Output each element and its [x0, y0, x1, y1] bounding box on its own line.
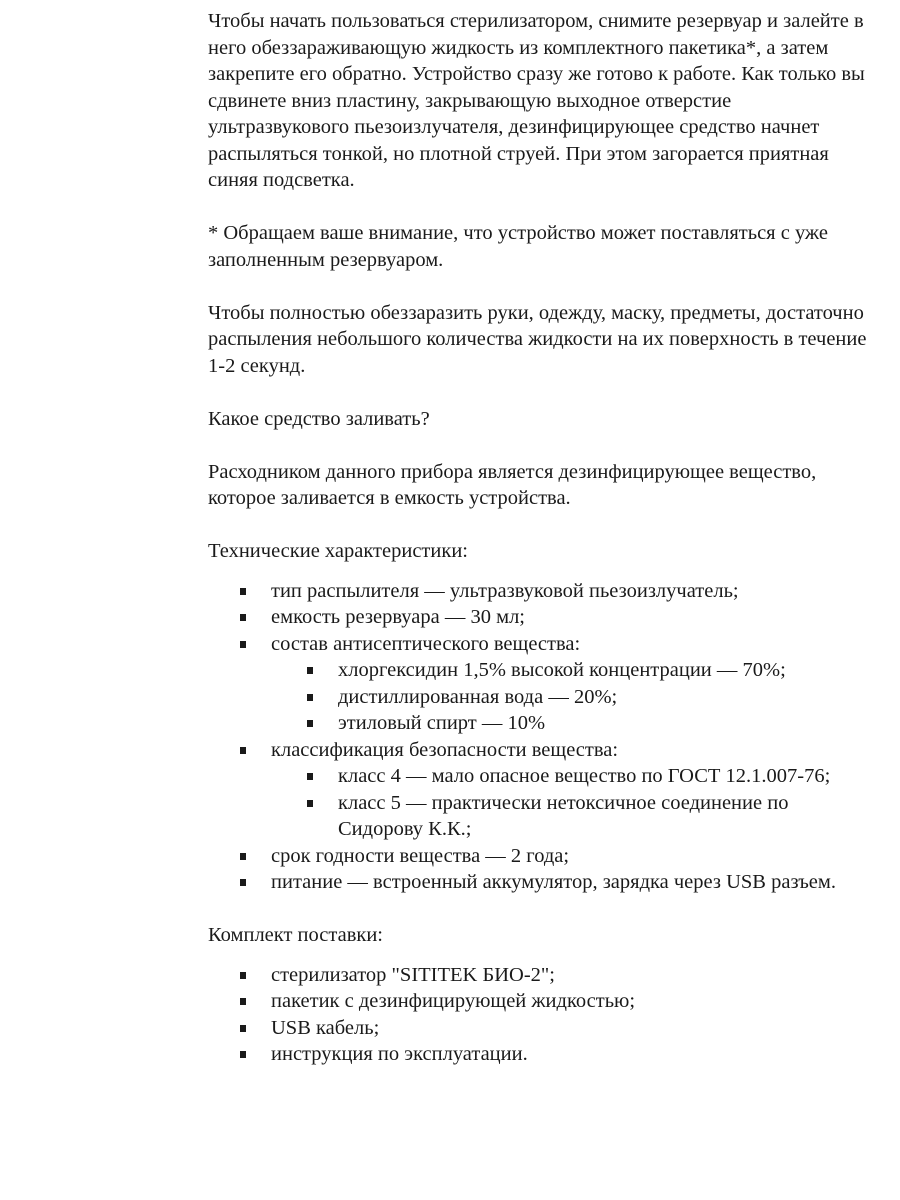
- list-item: стерилизатор "SITITEK БИО-2";: [208, 962, 868, 989]
- bullet-icon: [240, 641, 246, 648]
- consumable-paragraph: Расходником данного прибора является дезинфицирующее вещество, которое заливается в емкость устройства.: [208, 460, 817, 509]
- bullet-icon: [240, 1051, 246, 1058]
- package-list: [208, 962, 868, 1068]
- list-item: дистиллированная вода — 20%;: [208, 684, 868, 711]
- package-heading: Комплект поставки:: [208, 924, 384, 946]
- bullet-icon: [240, 1025, 246, 1032]
- bullet-icon: [240, 747, 246, 754]
- bullet-icon: [307, 667, 313, 674]
- list-item: емкость резервуара — 30 мл;: [208, 604, 868, 631]
- usage-paragraph: Чтобы полностью обеззаразить руки, одежду, маску, предметы, достаточно распыления небольшого количества жидкости на их поверхность в течение 1-2 секунд.: [208, 301, 867, 377]
- bullet-icon: [240, 972, 246, 979]
- bullet-icon: [240, 853, 246, 860]
- document: [208, 8, 868, 1094]
- composition-sublist: [271, 657, 868, 737]
- list-item: USB кабель;: [208, 1015, 868, 1042]
- list-item: состав антисептического вещества: хлоргексидин 1,5% высокой концентрации — 70%; дистиллированная вода — 20%; этиловый спирт — 10%: [208, 631, 868, 737]
- list-item: срок годности вещества — 2 года;: [208, 843, 868, 870]
- bullet-icon: [240, 588, 246, 595]
- safety-sublist: [271, 763, 868, 843]
- question-heading: Какое средство заливать?: [208, 407, 430, 430]
- specs-heading: Технические характеристики:: [208, 540, 468, 562]
- list-item: хлоргексидин 1,5% высокой концентрации — 70%;: [208, 657, 868, 684]
- list-item: тип распылителя — ультразвуковой пьезоизлучатель;: [208, 578, 868, 605]
- list-item: класс 5 — практически нетоксичное соединение по Сидорову К.К.;: [208, 790, 868, 843]
- list-item: классификация безопасности вещества: класс 4 — мало опасное вещество по ГОСТ 12.1.007-76; класс 5 — практически нетоксичное соединение по Сидорову К.К.;: [208, 737, 868, 843]
- bullet-icon: [307, 694, 313, 701]
- bullet-icon: [240, 614, 246, 621]
- list-item: инструкция по эксплуатации.: [208, 1041, 868, 1068]
- bullet-icon: [307, 720, 313, 727]
- intro-paragraph: Чтобы начать пользоваться стерилизатором, снимите резервуар и залейте в него обеззараживающую жидкость из комплектного пакетика*, а затем закрепите его обратно. Устройство сразу же готово к работе. Как только вы сдвинете вниз пластину, закрывающую выходное отверстие ультразвукового пьезоизлучателя, дезинфицирующее средство начнет распыляться тонкой, но плотной струей. При этом загорается приятная синяя подсветка.: [208, 10, 865, 191]
- list-item: этиловый спирт — 10%: [208, 710, 868, 737]
- list-item: пакетик с дезинфицирующей жидкостью;: [208, 988, 868, 1015]
- bullet-icon: [307, 800, 313, 807]
- list-item: класс 4 — мало опасное вещество по ГОСТ 12.1.007-76;: [208, 763, 868, 790]
- bullet-icon: [307, 773, 313, 780]
- bullet-icon: [240, 879, 246, 886]
- list-item: питание — встроенный аккумулятор, зарядка через USB разъем.: [208, 869, 868, 896]
- specs-list: [208, 578, 868, 896]
- bullet-icon: [240, 998, 246, 1005]
- footnote-paragraph: * Обращаем ваше внимание, что устройство может поставляться с уже заполненным резервуаром.: [208, 222, 828, 271]
